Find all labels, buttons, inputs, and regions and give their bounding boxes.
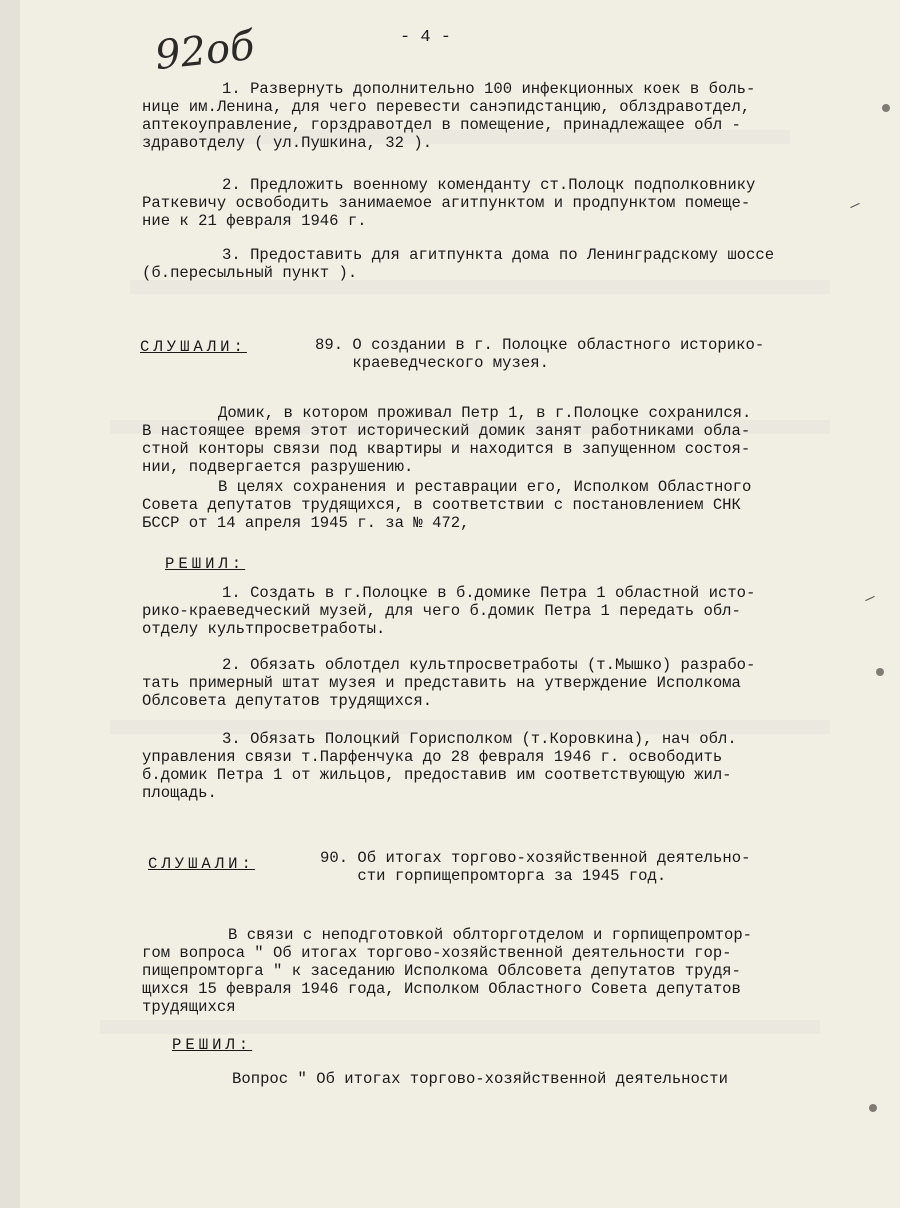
margin-mark (850, 203, 859, 208)
decided-header: РЕШИЛ: (165, 555, 246, 573)
margin-mark (865, 596, 874, 601)
resolution-item-1: 1. Развернуть дополнительно 100 инфекционных коек в боль- нице им.Ленина, для чего перевести санэпидстанцию, облздравотдел, аптекоуправление, горздравотдел в помещение, принадлежащее обл - здравотделу ( ул.Пушкина, 32 ). (142, 80, 756, 152)
agenda-90-body: В связи с неподготовкой облторготделом и горпищепромтор- гом вопроса " Об итогах торгово-хозяйственной деятельности гор- пищепромторга " к заседанию Исполкома Облсовета депутатов трудя- щихся 15 февраля 1946 года, Исполком Областного Совета депутатов трудящихся (142, 926, 753, 1016)
resolution-item-2: 2. Предложить военному коменданту ст.Полоцк подполковнику Раткевичу освободить занимаемое агитпунктом и продпунктом помеще- ние к 21 февраля 1946 г. (142, 176, 756, 230)
bleed-through-line (100, 1020, 820, 1034)
resolution-item-3: 3. Предоставить для агитпункта дома по Ленинградскому шоссе (б.пересыльный пункт ). (142, 246, 775, 282)
agenda-item-90-title: 90. Об итогах торгово-хозяйственной деятельно- сти горпищепромторга за 1945 год. (320, 849, 751, 885)
decision-89-3: 3. Обязать Полоцкий Горисполком (т.Коровкина), нач обл. управления связи т.Парфенчука до 28 февраля 1946 г. освободить б.домик Петра 1 от жильцов, предоставив им соответствующую жил- площадь. (142, 730, 737, 802)
punch-hole (882, 104, 890, 112)
punch-hole (869, 1104, 877, 1112)
decision-89-2: 2. Обязать облотдел культпросветработы (т.Мышко) разрабо- тать примерный штат музея и представить на утверждение Исполкома Облсовета депутатов трудящихся. (142, 656, 756, 710)
heard-header: СЛУШАЛИ: (140, 338, 247, 356)
agenda-item-89-title: 89. О создании в г. Полоцке областного историко- краеведческого музея. (315, 336, 765, 372)
archive-sheet-number: 92об (152, 22, 257, 80)
decision-90-text: Вопрос " Об итогах торгово-хозяйственной деятельности (232, 1070, 728, 1088)
agenda-89-body-2: В целях сохранения и реставрации его, Исполком Областного Совета депутатов трудящихся, в соответствии с постановлением СНК БССР от 14 апреля 1945 г. за № 472, (142, 478, 752, 532)
heard-header: СЛУШАЛИ: (148, 855, 255, 873)
decided-header: РЕШИЛ: (172, 1036, 253, 1054)
decision-89-1: 1. Создать в г.Полоцке в б.домике Петра 1 областной исто- рико-краеведческий музей, для чего б.домик Петра 1 передать обл- отделу культпросветработы. (142, 584, 756, 638)
bleed-through-line (130, 280, 830, 294)
punch-hole (876, 668, 884, 676)
page-number: - 4 - (400, 28, 452, 47)
agenda-89-body: Домик, в котором проживал Петр 1, в г.Полоцке сохранился. В настоящее время этот исторический домик занят работниками обла- стной конторы связи под квартиры и находится в запущенном состоя- нии, подвергается разрушению. (142, 404, 752, 476)
